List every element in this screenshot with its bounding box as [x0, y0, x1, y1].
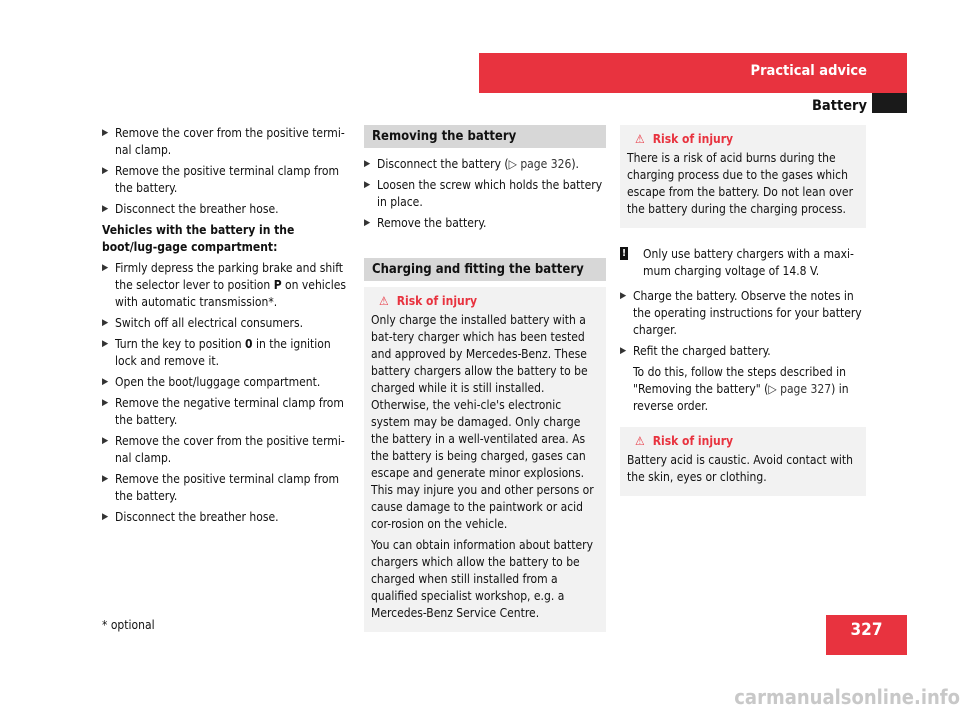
page-reference[interactable]: ▷ page 326: [508, 157, 572, 171]
step-item: ▶ Disconnect the battery (▷ page 326).: [364, 157, 579, 171]
step-arrow-icon: ▶: [102, 474, 109, 484]
step-item: ▶ Firmly depress the parking brake and shift the selector lever to position P on vehicles with automatic transmission*.: [102, 261, 346, 309]
warning-triangle-icon: ⚠: [635, 434, 645, 448]
step-arrow-icon: ▶: [102, 436, 109, 446]
warning-title: ⚠ Risk of injury: [635, 434, 734, 448]
step-item: ▶ Disconnect the breather hose.: [102, 202, 279, 216]
header-section-band: [479, 53, 907, 93]
section-heading-removing: Removing the battery: [364, 125, 606, 148]
step-item: ▶ Refit the charged battery. To do this, follow the steps described in "Removing the battery" (▷ page 327) in reverse order.: [620, 343, 866, 415]
warning-text: Only charge the installed battery with a bat-tery charger which has been tested and approved by Mercedes-Benz. These battery chargers allow the battery to be charged while it is still installed. Otherwise, the vehi-cle's electronic system may be damaged. Only charge the battery in a well-ventilated area. As the battery is being charged, gases can escape and generate minor explosions. This may injure you and other persons or cause damage to the paintwork or acid cor-rosion on the vehicle.: [371, 313, 594, 531]
step-item: ▶ Switch off all electrical consumers.: [102, 316, 304, 330]
step-item: ▶ Remove the battery.: [364, 216, 487, 230]
step-item: ▶ Remove the cover from the positive termi-nal clamp.: [102, 434, 345, 465]
step-item: ▶ Open the boot/luggage compartment.: [102, 375, 321, 389]
warning-box: [620, 427, 866, 496]
step-item: ▶ Turn the key to position 0 in the ignition lock and remove it.: [102, 337, 331, 368]
step-arrow-icon: ▶: [102, 512, 109, 522]
step-item: ▶ Remove the positive terminal clamp from the battery.: [102, 472, 340, 503]
header-subsection-title: Battery: [811, 98, 867, 114]
warning-triangle-icon: ⚠: [379, 294, 389, 308]
step-arrow-icon: ▶: [102, 204, 109, 214]
page-number: 327: [850, 620, 883, 640]
footnote: * optional: [102, 618, 155, 632]
warning-box: [620, 125, 866, 228]
warning-text: There is a risk of acid burns during the charging process due to the gases which escape from the battery. Do not lean over the battery during the charging process.: [627, 151, 854, 216]
warning-triangle-icon: ⚠: [635, 132, 645, 146]
note-item: ! Only use battery chargers with a maxi-mum charging voltage of 14.8 V.: [621, 247, 854, 278]
step-item: ▶ Loosen the screw which holds the battery in place.: [364, 178, 603, 209]
step-arrow-icon: ▶: [620, 291, 627, 301]
warning-title: ⚠ Risk of injury: [379, 294, 478, 308]
step-subtext: To do this, follow the steps described in "Removing the battery" (▷ page 327) in reverse order.: [633, 365, 849, 413]
step-arrow-icon: ▶: [102, 263, 109, 273]
section-heading-charging: Charging and fitting the battery: [364, 258, 606, 281]
warning-text: You can obtain information about battery chargers which allow the battery to be charged when still installed from a qualified specialist workshop, e.g. a Mercedes-Benz Service Centre.: [371, 538, 593, 620]
step-item: ▶ Remove the cover from the positive termi-nal clamp.: [102, 126, 345, 157]
step-item: ▶ Remove the negative terminal clamp from the battery.: [102, 396, 344, 427]
page-reference[interactable]: ▷ page 327: [768, 382, 832, 396]
subheading: Vehicles with the battery in the boot/lug-gage compartment:: [102, 223, 295, 254]
step-arrow-icon: ▶: [364, 180, 371, 190]
header-section-title: Practical advice: [750, 63, 867, 79]
watermark: carmanualsonline.info: [734, 685, 960, 709]
step-arrow-icon: ▶: [102, 339, 109, 349]
column-2: [364, 125, 606, 644]
exclamation-icon: !: [621, 248, 627, 259]
step-arrow-icon: ▶: [364, 218, 371, 228]
selector-position: P: [273, 278, 282, 292]
step-arrow-icon: ▶: [620, 346, 627, 356]
step-arrow-icon: ▶: [102, 398, 109, 408]
step-arrow-icon: ▶: [102, 377, 109, 387]
page-number-box: [826, 615, 907, 655]
step-arrow-icon: ▶: [102, 166, 109, 176]
warning-box: [364, 287, 606, 632]
step-item: ▶ Charge the battery. Observe the notes in the operating instructions for your battery charger.: [620, 289, 862, 337]
step-arrow-icon: ▶: [364, 159, 371, 169]
header-tab-marker: [872, 93, 907, 113]
column-1: [102, 125, 349, 530]
step-arrow-icon: ▶: [102, 128, 109, 138]
column-3: [620, 125, 866, 508]
warning-title: ⚠ Risk of injury: [635, 132, 734, 146]
key-position: 0: [245, 337, 253, 351]
step-item: ▶ Remove the positive terminal clamp from the battery.: [102, 164, 340, 195]
warning-text: Battery acid is caustic. Avoid contact with the skin, eyes or clothing.: [627, 453, 853, 484]
step-arrow-icon: ▶: [102, 318, 109, 328]
step-item: ▶ Disconnect the breather hose.: [102, 510, 279, 524]
